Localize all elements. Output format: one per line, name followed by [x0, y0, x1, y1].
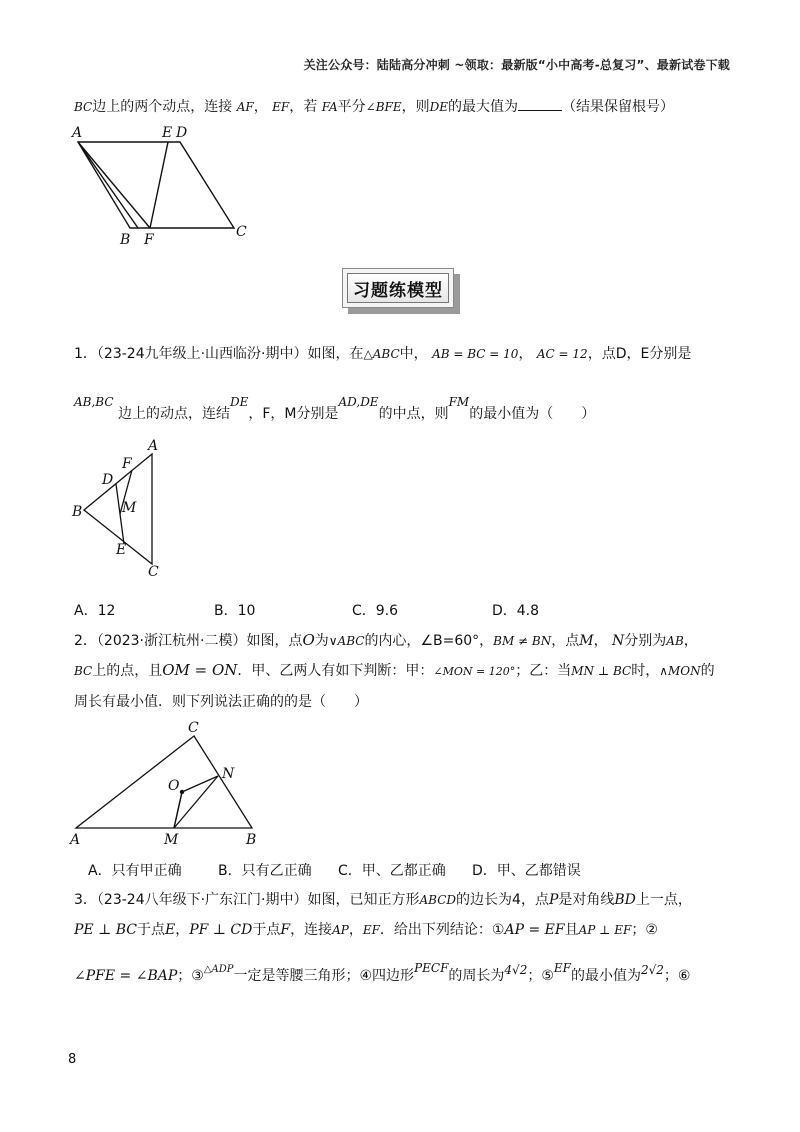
- fig2-label-m: M: [164, 832, 179, 848]
- q2-m: M: [579, 633, 594, 649]
- q1-line-1: [74, 344, 691, 364]
- q3-ap-perp-ef: AP ⊥ EF: [578, 923, 632, 937]
- intro-line: [74, 96, 674, 117]
- q1-ad-de: AD,DE: [338, 395, 379, 409]
- q3-text-14: 的周长为: [448, 968, 505, 984]
- q3-text-4: 于点: [136, 922, 165, 938]
- q1-eq-2: AC = 12: [536, 347, 588, 361]
- q2-option-d[interactable]: D．甲、乙都错误: [472, 863, 581, 879]
- q2-n: N: [612, 633, 625, 649]
- page-number: 8: [68, 1052, 77, 1067]
- q2-neq: BM ≠ BN: [493, 634, 552, 648]
- q2-mon-angle: ∠MON = 120°: [433, 665, 516, 678]
- q2-text-11: 时，: [631, 663, 660, 679]
- q1-text-2: ，: [518, 346, 533, 362]
- intro-bc: BC: [74, 100, 93, 114]
- q1-text-1: 中，: [399, 346, 428, 362]
- q1-de: DE: [229, 395, 249, 409]
- segment-on: [182, 776, 218, 792]
- fig1-label-a: A: [148, 438, 159, 454]
- q3-adp: △ADP: [203, 964, 234, 975]
- q3-f: F: [280, 922, 291, 938]
- q2-text-7: ，: [683, 633, 698, 649]
- q2-text-1: 为: [314, 633, 329, 649]
- q1-line-2: [74, 392, 596, 422]
- q2-text-5: ，: [593, 633, 608, 649]
- q3-square: ABCD: [419, 893, 457, 907]
- q2-angle: ∠B=60°: [420, 633, 480, 649]
- segment-af: [78, 142, 150, 228]
- q1-option-b[interactable]: B．10: [214, 603, 256, 619]
- q3-text-16: 的最小值为: [570, 968, 641, 984]
- intro-fa: FA: [321, 100, 338, 114]
- q2-line-3: 周长有最小值．则下列说法正确的的是（ ）: [74, 694, 368, 710]
- q2-line-1: [74, 630, 698, 651]
- label-a: A: [72, 125, 83, 141]
- q1-ab-bc: AB,BC: [74, 395, 114, 409]
- q3-angle-eq: ∠PFE = ∠BAP: [74, 968, 178, 984]
- q3-line-2: [74, 920, 658, 940]
- q3-text-8: ，: [348, 922, 363, 938]
- q3-text-5: ，: [175, 922, 190, 938]
- triangle-abc-2: [76, 736, 252, 828]
- q3-e: E: [164, 922, 176, 938]
- fig1-label-b: B: [72, 504, 83, 520]
- q3-text-6: 于点: [252, 922, 281, 938]
- label-d: D: [176, 125, 188, 141]
- q3-line-1: [74, 890, 692, 910]
- q1-option-d[interactable]: D．4.8: [492, 603, 540, 619]
- label-f: F: [144, 232, 154, 248]
- fig1-label-d: D: [102, 472, 114, 488]
- q3-text-1: 的边长为4，点: [456, 892, 549, 908]
- q3-pf-cd: PF ⊥ CD: [189, 922, 253, 938]
- segment-ab-inner: [78, 142, 138, 228]
- q3-text-10: 且: [564, 922, 579, 938]
- fig2-label-b: B: [246, 832, 257, 848]
- q3-text-2: 是对角线: [558, 892, 615, 908]
- q2-text-4: ，点: [551, 633, 580, 649]
- q2-text-12: 的: [700, 663, 715, 679]
- q1-text-5: ，F，M分别是: [248, 406, 339, 422]
- q1-number: 1．: [74, 346, 97, 362]
- q3-ef-2: EF: [553, 961, 571, 975]
- fig2-label-n: N: [222, 766, 235, 782]
- q3-text-7: ，连接: [290, 922, 333, 938]
- q3-line-3: [74, 961, 691, 988]
- intro-text-4: ，则: [401, 99, 430, 115]
- fig2-label-o: O: [168, 778, 180, 794]
- q3-text-17: ；⑥: [663, 968, 691, 984]
- fig1-label-m: M: [122, 500, 137, 516]
- q1-eq-1: AB = BC = 10: [432, 347, 519, 361]
- q2-om-on: OM = ON: [162, 661, 238, 679]
- q2-mn-perp: MN ⊥ BC: [571, 664, 632, 678]
- q3-ap-ef: AP = EF: [504, 922, 565, 938]
- intro-ef: EF: [272, 100, 290, 114]
- intro-de: DE: [429, 100, 448, 114]
- q2-text-9: ．甲、乙两人有如下判断：甲：: [237, 663, 434, 679]
- figure-incenter: [60, 718, 280, 848]
- q1-text-6: 的中点，则: [378, 406, 449, 422]
- q3-source: （23-24八年级下·广东江门·期中）如图，已知正方形: [96, 892, 420, 908]
- q2-text-10: ；乙：当: [515, 663, 572, 679]
- q1-text-4: 边上的动点，连结: [117, 406, 230, 422]
- parallelogram-shape: [78, 142, 234, 228]
- q2-text-8: 上的点，且: [92, 663, 163, 679]
- intro-af: AF: [236, 100, 254, 114]
- q3-bd: BD: [614, 892, 636, 908]
- q3-text-9: ．给出下列结论：①: [379, 922, 505, 938]
- q1-text-7: 的最小值为（ ）: [469, 406, 596, 422]
- figure-parallelogram: [60, 120, 280, 250]
- intro-angle: ∠BFE: [365, 100, 402, 114]
- intro-text-6: （结果保留根号）: [562, 99, 674, 115]
- incenter-point: [180, 790, 184, 794]
- q1-option-a[interactable]: A．12: [74, 603, 116, 619]
- label-b: B: [120, 232, 131, 248]
- q2-option-c[interactable]: C．甲、乙都正确: [338, 863, 446, 879]
- q1-triangle: △ABC: [363, 347, 400, 361]
- intro-text-2: ，若: [289, 99, 318, 115]
- q3-text-11: ；②: [631, 922, 658, 938]
- q2-option-a[interactable]: A．只有甲正确: [88, 863, 182, 879]
- section-title-box: [342, 268, 454, 308]
- fig1-label-e: E: [116, 542, 127, 558]
- q3-ef: EF: [362, 923, 380, 937]
- q3-pecf: PECF: [414, 961, 449, 975]
- q2-option-b[interactable]: B．只有乙正确: [218, 863, 312, 879]
- intro-comma-1: ，: [253, 99, 268, 115]
- q3-p: P: [548, 892, 559, 908]
- fig2-label-c: C: [188, 720, 199, 736]
- q1-source: （23-24九年级上·山西临汾·期中）如图，在: [96, 346, 364, 362]
- q2-ab: AB: [666, 634, 684, 648]
- page-header: 关注公众号：陆陆高分冲刺 ~领取：最新版“小中高考-总复习”、最新试卷下载: [303, 58, 730, 72]
- segment-ef: [150, 142, 168, 228]
- label-e: E: [162, 125, 173, 141]
- q2-bc: BC: [74, 664, 93, 678]
- q2-source: （2023·浙江杭州·二模）如图，点: [96, 633, 303, 649]
- q3-number: 3．: [74, 892, 97, 908]
- segment-mn-2: [174, 776, 218, 828]
- fig1-label-c: C: [148, 564, 159, 580]
- q1-text-3: ，点D，E分别是: [587, 346, 692, 362]
- intro-text-1: 边上的两个动点，连接: [92, 99, 233, 115]
- fig1-label-f: F: [122, 456, 132, 472]
- figure-triangle-abc: [60, 436, 180, 582]
- fig2-label-a: A: [70, 832, 81, 848]
- label-c: C: [236, 224, 247, 240]
- q2-text-3: ，: [479, 633, 494, 649]
- q2-number: 2．: [74, 633, 97, 649]
- intro-text-5: 的最大值为: [448, 99, 518, 115]
- q1-option-c[interactable]: C．9.6: [352, 603, 399, 619]
- q2-o: O: [302, 631, 315, 649]
- intro-text-3: 平分: [337, 99, 366, 115]
- q2-line-2: [74, 660, 715, 682]
- answer-blank: [518, 96, 562, 111]
- q2-mon-tri: ∧MON: [659, 664, 701, 678]
- q3-perimeter: 4√2: [504, 963, 528, 977]
- section-title: 习题练模型: [347, 273, 449, 303]
- q3-ap: AP: [332, 923, 349, 937]
- q3-text-15: ；⑤: [527, 968, 554, 984]
- q1-fm: FM: [448, 395, 470, 409]
- q2-text-6: 分别为: [624, 633, 667, 649]
- q3-text-12: ；③: [177, 968, 204, 984]
- q2-triangle: ∨ABC: [328, 634, 365, 648]
- q3-min: 2√2: [640, 963, 664, 977]
- q2-text-2: 的内心，: [364, 633, 421, 649]
- q3-text-3: 上一点，: [635, 892, 692, 908]
- q3-pe-bc: PE ⊥ BC: [74, 922, 137, 938]
- q3-text-13: 一定是等腰三角形；④四边形: [233, 968, 415, 984]
